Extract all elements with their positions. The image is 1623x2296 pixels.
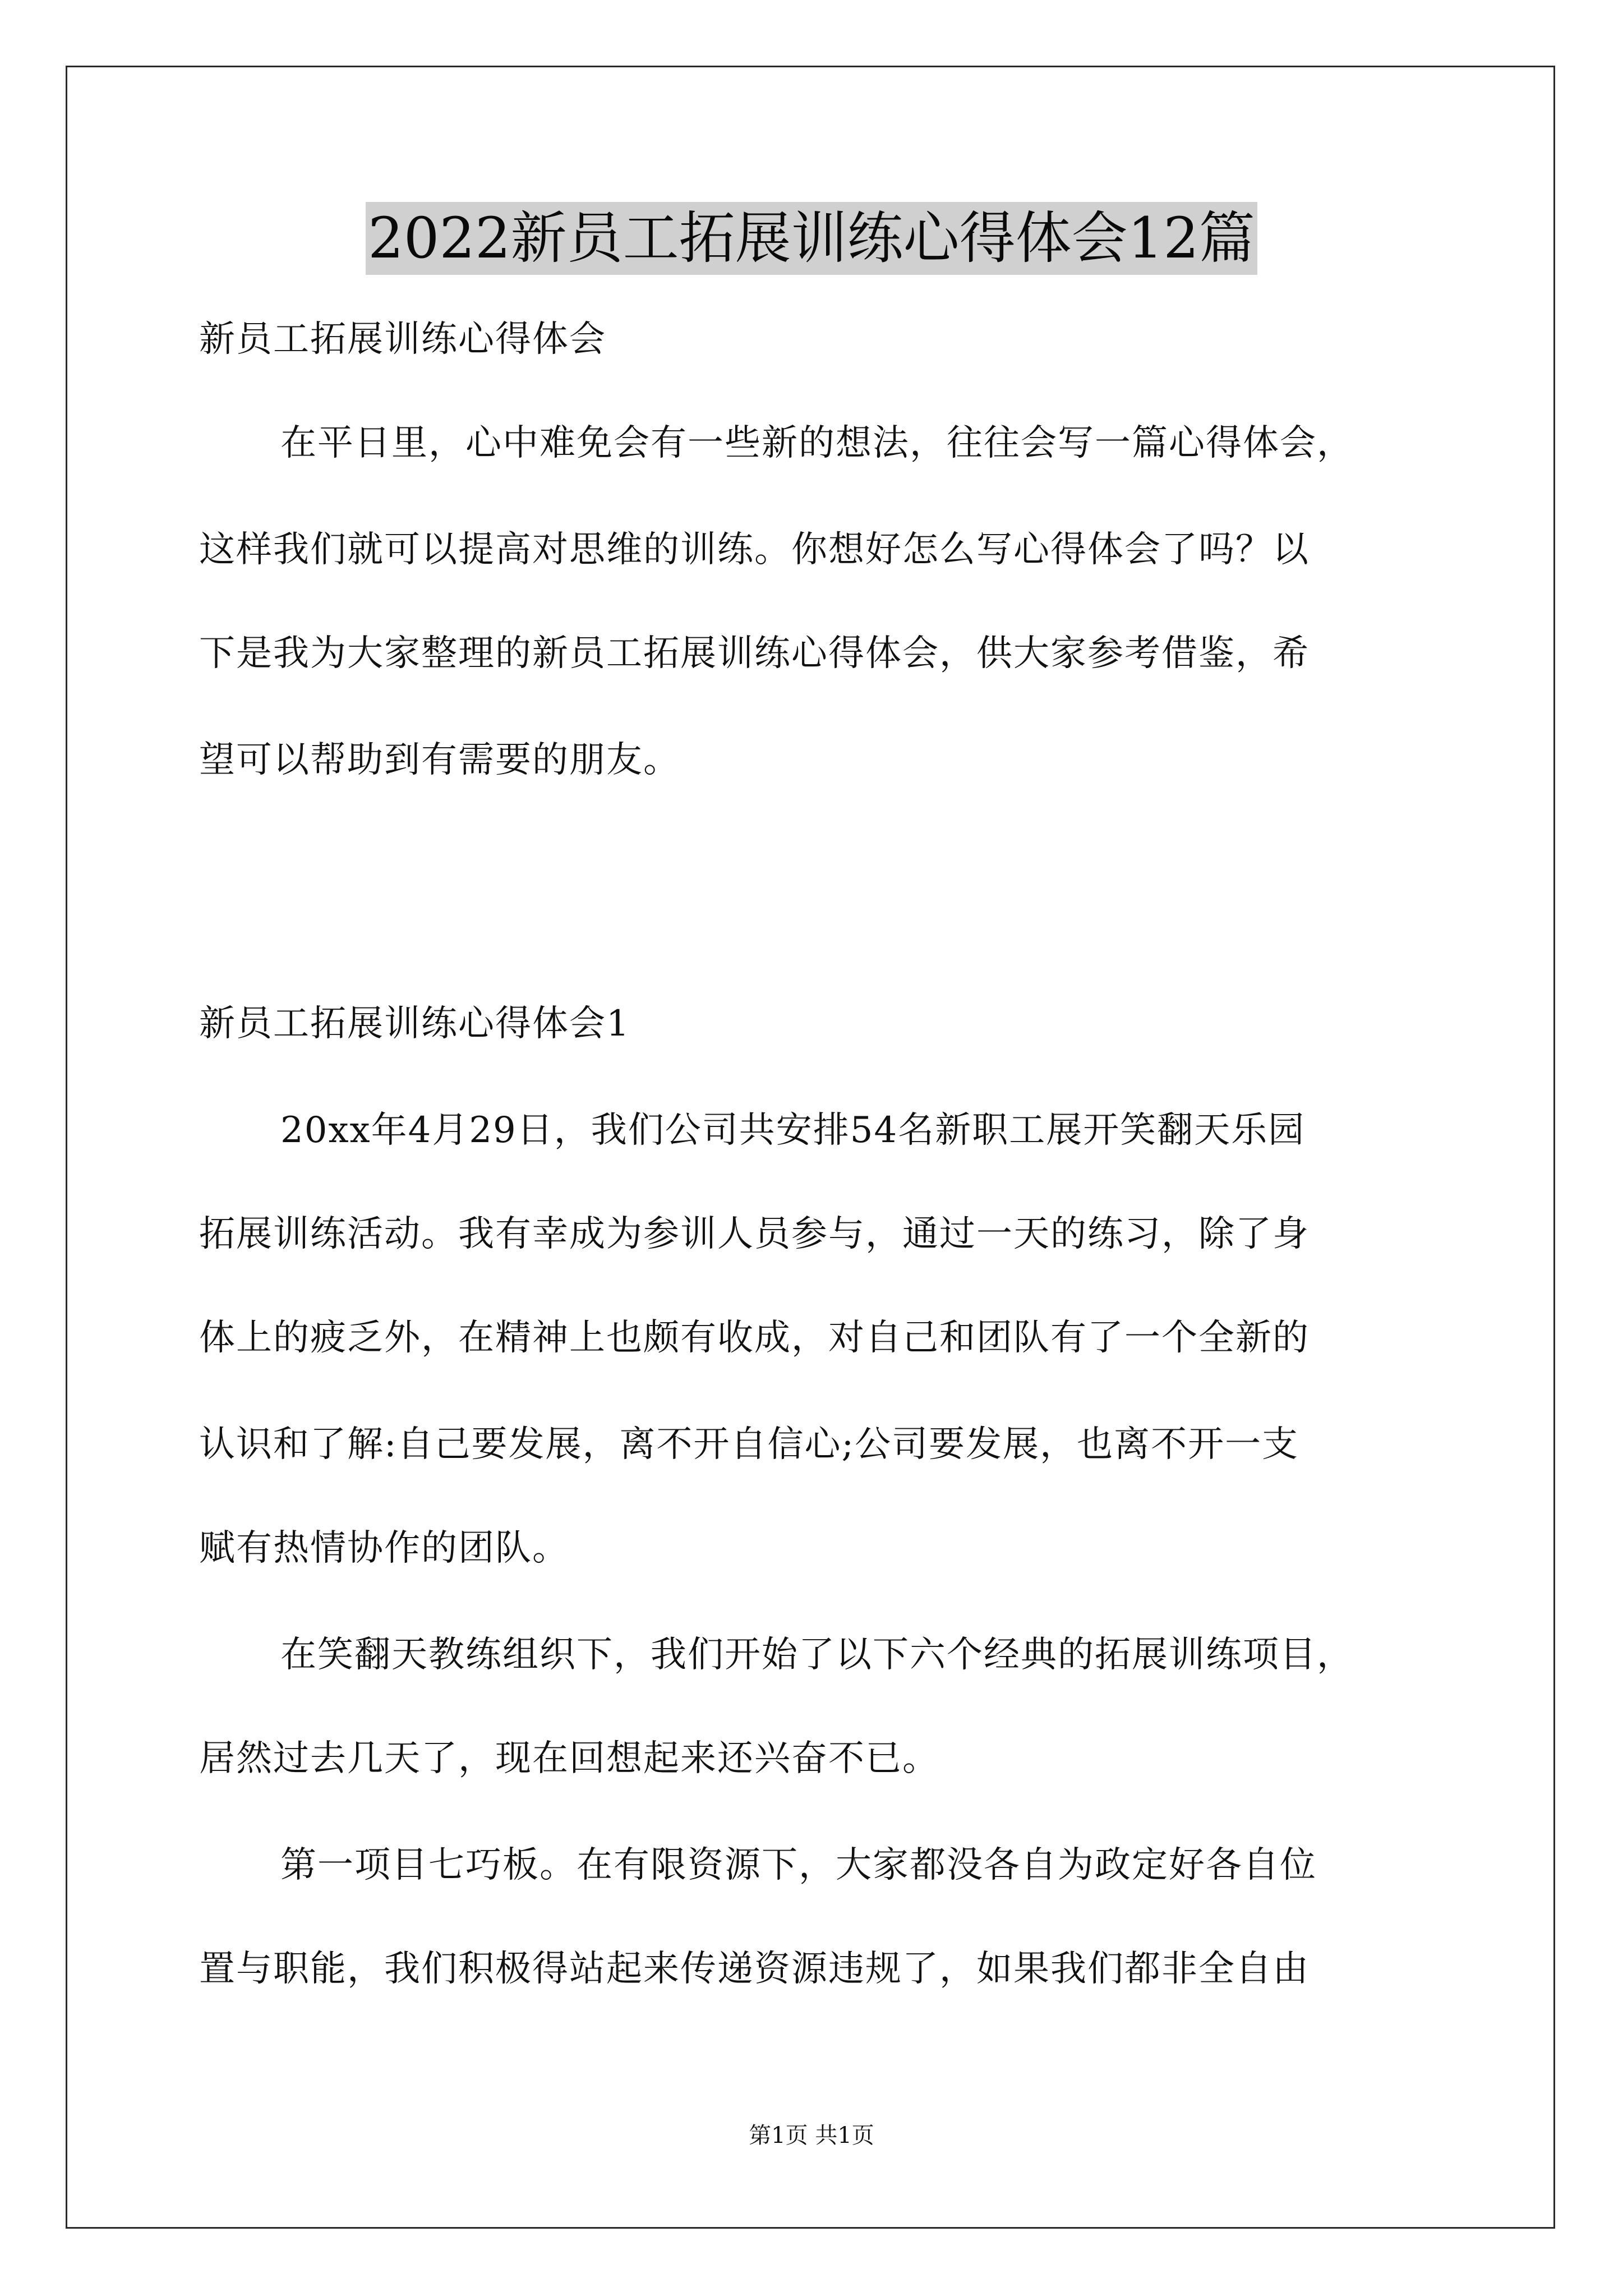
section-heading: 新员工拓展训练心得体会 bbox=[199, 319, 606, 360]
text-line: 赋有热情协作的团队。 bbox=[199, 1527, 569, 1569]
title-container bbox=[0, 202, 1623, 275]
text-line: 置与职能，我们积极得站起来传递资源违规了，如果我们都非全自由 bbox=[199, 1948, 1310, 1990]
page-number-footer: 第1页 共1页 bbox=[749, 2123, 874, 2148]
text-line: 居然过去几天了，现在回想起来还兴奋不已。 bbox=[199, 1738, 939, 1779]
text-line: 拓展训练活动。我有幸成为参训人员参与，通过一天的练习，除了身 bbox=[199, 1213, 1310, 1255]
text-line: 下是我为大家整理的新员工拓展训练心得体会，供大家参考借鉴，希 bbox=[199, 633, 1310, 674]
text-line: 20xx年4月29日，我们公司共安排54名新职工展开笑翻天乐园 bbox=[280, 1110, 1306, 1151]
text-line: 这样我们就可以提高对思维的训练。你想好怎么写心得体会了吗？以 bbox=[199, 529, 1310, 570]
text-line: 在笑翻天教练组织下，我们开始了以下六个经典的拓展训练项目， bbox=[280, 1634, 1354, 1676]
text-line: 认识和了解:自己要发展，离不开自信心;公司要发展，也离不开一支 bbox=[199, 1424, 1299, 1465]
document-title: 2022新员工拓展训练心得体会12篇 bbox=[366, 202, 1257, 275]
text-line: 体上的疲乏外，在精神上也颇有收成，对自己和团队有了一个全新的 bbox=[199, 1317, 1310, 1359]
section-heading: 新员工拓展训练心得体会1 bbox=[199, 1003, 630, 1045]
text-line: 第一项目七巧板。在有限资源下，大家都没各自为政定好各自位 bbox=[280, 1844, 1317, 1886]
text-line: 在平日里，心中难免会有一些新的想法，往往会写一篇心得体会， bbox=[280, 422, 1354, 464]
text-line: 望可以帮助到有需要的朋友。 bbox=[199, 739, 680, 781]
